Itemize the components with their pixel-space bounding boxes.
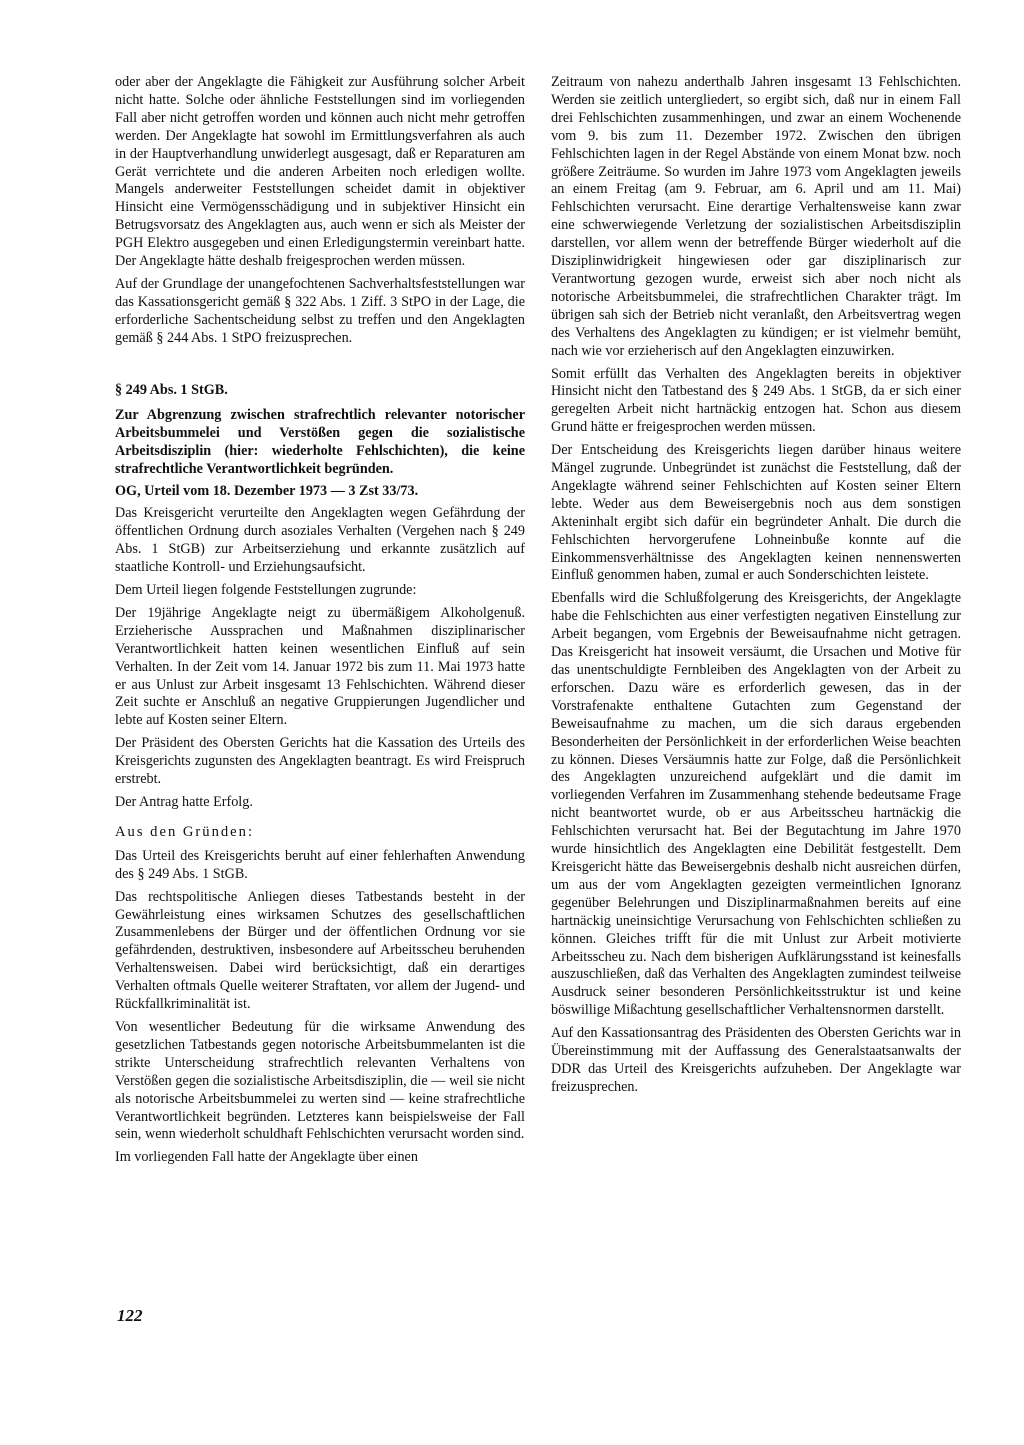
- paragraph: Auf der Grundlage der unangefochtenen Sachverhaltsfeststellungen war das Kassationsgericht gemäß § 322 Abs. 1 Ziff. 3 StPO in der Lage, die erforderliche Sachentscheidung selbst zu treffen und den Angeklagten gemäß § 244 Abs. 1 StPO freizusprechen.: [115, 275, 525, 346]
- paragraph: Der 19jährige Angeklagte neigt zu übermäßigem Alkoholgenuß. Erzieherische Aussprachen und Maßnahmen disziplinarischer Verantwortlichkeit hatten keinen wesentlichen Einfluß auf sein Verhalten. In der Zeit vom 14. Januar 1972 bis zum 11. Mai 1973 hatte er aus Unlust zur Arbeit insgesamt 13 Fehlschichten. Während dieser Zeit suchte er Anschluß an negative Gruppierungen Jugendlicher und lebte auf Kosten seiner Eltern.: [115, 604, 525, 729]
- case-title: Zur Abgrenzung zwischen strafrechtlich relevanter notorischer Arbeitsbummelei und Verstößen gegen die sozialistische Arbeitsdisziplin (hier: wiederholte Fehlschichten), die keine strafrechtliche Verantwortlichkeit begründen.: [115, 406, 525, 477]
- paragraph: oder aber der Angeklagte die Fähigkeit zur Ausführung solcher Arbeit nicht hatte. Solche oder ähnliche Feststellungen sind im vorliegenden Fall aber nicht getroffen worden und können auch nicht mehr getroffen werden. Der Angeklagte hat sowohl im Ermittlungsverfahren als auch in der Hauptverhandlung unwiderlegt ausgesagt, daß er Reparaturen am Gerät verrichtete und die anderen Arbeiten noch erledigen wollte. Mangels anderweiter Feststellungen scheidet damit in objektiver Hinsicht eine Vermögensschädigung und in subjektiver Hinsicht ein Betrugsvorsatz des Angeklagten aus, auch wenn er sich als Meister der PGH Elektro ausgegeben und einen Erledigungstermin vereinbart hatte. Der Angeklagte hätte deshalb freigesprochen werden müssen.: [115, 74, 525, 270]
- right-column: [551, 74, 961, 1102]
- paragraph: Somit erfüllt das Verhalten des Angeklagten bereits in objektiver Hinsicht nicht den Tatbestand des § 249 Abs. 1 StGB, da er sich einer geregelten Arbeit nicht hartnäckig entzogen hat. Schon aus diesem Grund hätte er freigesprochen werden müssen.: [551, 365, 961, 436]
- paragraph: Dem Urteil liegen folgende Feststellungen zugrunde:: [115, 582, 417, 599]
- paragraph: Das rechtspolitische Anliegen dieses Tatbestands besteht in der Gewährleistung eines wirksamen Schutzes des gesellschaftlichen Zusammenlebens der Bürger und der öffentlichen Ordnung vor sie gefährdenden, destruktiven, insbesondere auf Arbeitsscheu beruhenden Verhaltensweisen. Dabei wird berücksichtigt, daß ein derartiges Verhalten oftmals Quelle weiterer Straftaten, vor allem der Jugend- und Rückfallkriminalität ist.: [115, 888, 525, 1013]
- paragraph: Der Entscheidung des Kreisgerichts liegen darüber hinaus weitere Mängel zugrunde. Unbegründet ist zunächst die Feststellung, daß der Angeklagte während seiner Fehlschichten auf Kosten seiner Eltern lebte. Weder aus dem Beweisergebnis noch aus dem sonstigen Akteninhalt ergibt sich dafür ein begründeter Anhalt. Die durch die Fehlschichten hervorgerufene Lohneinbuße konnte auf die Einkommensverhältnisse des Angeklagten keinen nennenswerten Einfluß genommen haben, zumal er auch Sonderschichten leistete.: [551, 442, 961, 584]
- paragraph: Ebenfalls wird die Schlußfolgerung des Kreisgerichts, der Angeklagte habe die Fehlschichten aus einer verfestigten negativen Einstellung zur Arbeit begangen, vom Ergebnis der Beweisaufnahme nicht getragen. Das Kreisgericht hat insoweit versäumt, die Ursachen und Motive für das unentschuldigte Fernbleiben des Angeklagten von der Arbeit zu erforschen. Dazu wäre es erforderlich gewesen, das in der Vorstrafenakte enthaltene Gutachten zum Gegenstand der Beweisaufnahme zu machen, um die sich daraus ergebenden Besonderheiten der Persönlichkeit in der erforderlichen Weise beachten zu können. Dieses Versäumnis hatte zur Folge, daß die Persönlichkeit des Angeklagten unzureichend aufgeklärt und die damit im vorliegenden Verfahren im Zusammenhang stehende bedeutsame Frage nicht beantwortet wurde, ob er aus Arbeitsscheu hartnäckig die Fehlschichten verursacht hat. Bei der Begutachtung im Jahre 1970 wurde hinsichtlich des Angeklagten eine Debilität festgestellt. Dem Kreisgericht hätte das Beweisergebnis deshalb nicht ausreichen dürfen, um aus der vom Angeklagten gezeigten vermeintlichen Ignoranz gegenüber Belehrungen und Disziplinarmaßnahmen bereits auf eine hartnäckig uneinsichtige Verursachung von Fehlschichten schließen zu können. Gleiches trifft für die mit Unlust zur Arbeit motivierte Arbeitsscheu zu. Nach dem bisherigen Aufklärungsstand ist keinesfalls auszuschließen, daß das Verhalten des Angeklagten zumindest teilweise Ausdruck seiner besonderen Persönlichkeitsstruktur ist und keine böswillige Mißachtung gesellschaftlicher Verhaltensnormen darstellt.: [551, 590, 961, 1019]
- paragraph: Der Antrag hatte Erfolg.: [115, 794, 253, 810]
- paragraph: Das Urteil des Kreisgerichts beruht auf einer fehlerhaften Anwendung des § 249 Abs. 1 StGB.: [115, 847, 525, 882]
- reasons-heading: Aus den Gründen:: [115, 823, 255, 840]
- case-reference: OG, Urteil vom 18. Dezember 1973 — 3 Zst 33/73.: [115, 482, 419, 499]
- paragraph: Im vorliegenden Fall hatte der Angeklagte über einen: [115, 1149, 418, 1166]
- paragraph: Der Präsident des Obersten Gerichts hat die Kassation des Urteils des Kreisgerichts zugunsten des Angeklagten beantragt. Es wird Freispruch erstrebt.: [115, 735, 525, 788]
- paragraph: Das Kreisgericht verurteilte den Angeklagten wegen Gefährdung der öffentlichen Ordnung durch asoziales Verhalten (Vergehen nach § 249 Abs. 1 StGB) zur Arbeitserziehung und erkannte zusätzlich auf staatliche Kontroll- und Erziehungsaufsicht.: [115, 505, 525, 576]
- page-number: 122: [117, 1306, 143, 1325]
- paragraph: Auf den Kassationsantrag des Präsidenten des Obersten Gerichts war in Übereinstimmung mit der Auffassung des Generalstaatsanwalts der DDR das Urteil des Kreisgerichts aufzuheben. Der Angeklagte war freizusprechen.: [551, 1025, 961, 1095]
- section-heading: § 249 Abs. 1 StGB.: [115, 381, 228, 398]
- paragraph: Von wesentlicher Bedeutung für die wirksame Anwendung des gesetzlichen Tatbestands gegen notorische Arbeitsbummelanten ist die strikte Unterscheidung strafrechtlich relevanten Verhaltens von Verstößen gegen die sozialistische Arbeitsdisziplin, die — weil sie nicht als notorische Arbeitsbummelei zu werten sind — keine strafrechtliche Verantwortlichkeit begründen. Letzteres kann beispielsweise der Fall sein, wenn wiederholt schuldhaft Fehlschichten verursacht worden sind.: [115, 1018, 525, 1143]
- paragraph: Zeitraum von nahezu anderthalb Jahren insgesamt 13 Fehlschichten. Werden sie zeitlich untergliedert, so ergibt sich, daß nur in einem Fall drei Fehlschichten zusammenhingen, und zwar an einem Wochenende vom 9. bis zum 11. Dezember 1972. Zwischen den übrigen Fehlschichten lagen in der Regel Abstände von einem Monat bzw. noch größere Zeiträume. So wurden im Jahre 1973 vom Angeklagten jeweils an einem Freitag (am 9. Februar, am 6. April und am 11. Mai) Fehlschichten verursacht. Eine derartige Verhaltensweise kann zwar eine schwerwiegende Verletzung der sozialistischen Arbeitsdisziplin darstellen, vor allem wenn der betreffende Bürger wiederholt auf die Disziplinwidrigkeit hingewiesen oder gar disziplinarisch zur Verantwortung gezogen wurde, erweist sich aber noch nicht als notorische Arbeitsbummelei, die strafrechtlichen Charakter trägt. Im übrigen sah sich der Betrieb nicht veranlaßt, den Arbeitsvertrag wegen des Verhaltens des Angeklagten zu kündigen; er ist vielmehr bemüht, nach wie vor erzieherisch auf den Angeklagten einzuwirken.: [551, 74, 961, 359]
- left-column: [115, 74, 525, 1172]
